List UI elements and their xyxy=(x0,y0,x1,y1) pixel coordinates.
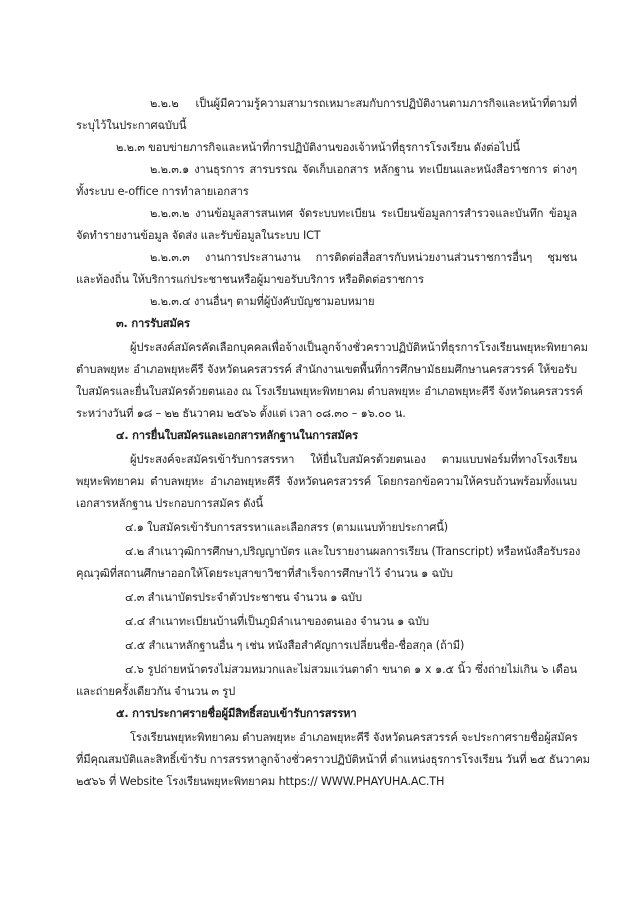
text-line: เอกสารหลักฐาน ประกอบการสมัคร ดังนี้ xyxy=(76,497,264,510)
text-line: และถ่ายครั้งเดียวกัน จำนวน ๓ รูป xyxy=(76,685,236,698)
text-line: ตำบลพยุหะ อำเภอพยุหะคีรี จังหวัดนครสวรรค์ สำนักงานเขตพื้นที่การศึกษามัธยมศึกษานครสวรรค์ ให้ขอรับ xyxy=(76,363,577,376)
text-line: ๔.๕ สำเนาหลักฐานอื่น ๆ เช่น หนังสือสำคัญการเปลี่ยนชื่อ-ชื่อสกุล (ถ้ามี) xyxy=(125,639,465,652)
text-line: ๔.๔ สำเนาทะเบียนบ้านที่เป็นภูมิลำเนาของตนเอง จำนวน ๑ ฉบับ xyxy=(125,615,429,628)
text-line: ๒๕๖๖ ที่ Website โรงเรียนพยุหะพิทยาคม https:// WWW.PHAYUHA.AC.TH xyxy=(76,775,445,788)
text-line: ทั้งระบบ e-office การทำลายเอกสาร xyxy=(76,185,249,198)
text-line: พยุหะพิทยาคม ตำบลพยุหะ อำเภอพยุหะคีรี จังหวัดนครสวรรค์ โดยกรอกข้อความให้ครบถ้วนพร้อมทั้งแนบ xyxy=(76,475,577,488)
section-heading: ๕. การประกาศรายชื่อผู้มีสิทธิ์สอบเข้ารับการสรรหา xyxy=(116,707,357,720)
text-line: ระหว่างวันที่ ๑๘ – ๒๒ ธันวาคม ๒๕๖๖ ตั้งแต่ เวลา ๐๘.๓๐ – ๑๖.๐๐ น. xyxy=(76,407,406,420)
text-line: ๒.๒.๓.๒ งานข้อมูลสารสนเทศ จัดระบบทะเบียน ระเบียนข้อมูลการสำรวจและบันทึก ข้อมูล xyxy=(150,207,577,220)
section-heading: ๓. การรับสมัคร xyxy=(116,317,190,330)
text-line: ที่มีคุณสมบัติและสิทธิ์เข้ารับ การสรรหาลูกจ้างชั่วคราวปฏิบัติหน้าที่ ตำแหน่งธุรการโรงเรียน วันที่ ๒๕ ธันวาคม xyxy=(76,753,590,766)
text-line: ๔.๖ รูปถ่ายหน้าตรงไม่สวมหมวกและไม่สวมแว่นตาดำ ขนาด ๑ x ๑.๕ นิ้ว ซึ่งถ่ายไม่เกิน ๖ เดือน xyxy=(125,663,577,676)
text-line: คุณวุฒิที่สถานศึกษาออกให้โดยระบุสาขาวิชาที่สำเร็จการศึกษาไว้ จำนวน ๑ ฉบับ xyxy=(76,567,453,580)
text-line: ๔.๓ สำเนาบัตรประจำตัวประชาชน จำนวน ๑ ฉบับ xyxy=(125,591,362,604)
text-line: ๒.๒.๓.๑ งานธุรการ สารบรรณ จัดเก็บเอกสาร หลักฐาน ทะเบียนและหนังสือราชการ ต่างๆ xyxy=(150,163,577,176)
text-line: ระบุไว้ในประกาศฉบับนี้ xyxy=(76,119,187,132)
text-line: ผู้ประสงค์จะสมัครเข้ารับการสรรหา ให้ยื่นใบสมัครด้วยตนเอง ตามแบบฟอร์มที่ทางโรงเรียน xyxy=(130,453,577,466)
text-line: ๔.๒ สำเนาวุฒิการศึกษา,ปริญญาบัตร และใบรายงานผลการเรียน (Transcript) หรือหนังสือรับรอง xyxy=(125,545,581,558)
text-line: ๒.๒.๓.๓ งานการประสานงาน การติดต่อสื่อสารกับหน่วยงานส่วนราชการอื่นๆ ชุมชน xyxy=(150,251,577,264)
text-line: ๒.๒.๒ เป็นผู้มีความรู้ความสามารถเหมาะสมกับการปฏิบัติงานตามภารกิจและหน้าที่ตามที่ xyxy=(150,97,577,110)
text-line: ๒.๒.๓.๔ งานอื่นๆ ตามที่ผู้บังคับบัญชามอบหมาย xyxy=(150,295,375,308)
text-line: โรงเรียนพยุหะพิทยาคม ตำบลพยุหะ อำเภอพยุหะคีรี จังหวัดนครสวรรค์ จะประกาศรายชื่อผู้สมัคร xyxy=(130,731,578,744)
text-line: ผู้ประสงค์สมัครคัดเลือกบุคคลเพื่อจ้างเป็นลูกจ้างชั่วคราวปฏิบัติหน้าที่ธุรการโรงเรียนพยุหะพิทยาคม xyxy=(130,341,588,354)
text-line: ๔.๑ ใบสมัครเข้ารับการสรรหาและเลือกสรร (ตามแนบท้ายประกาศนี้) xyxy=(125,521,448,534)
section-heading: ๔. การยื่นใบสมัครและเอกสารหลักฐานในการสมัคร xyxy=(116,429,358,442)
text-line: จัดทำรายงานข้อมูล จัดส่ง และรับข้อมูลในระบบ ICT xyxy=(76,229,321,242)
text-line: ใบสมัครและยื่นใบสมัครด้วยตนเอง ณ โรงเรียนพยุหะพิทยาคม ตำบลพยุหะ อำเภอพยุหะคีรี จังหวัดนครสวรรค์ xyxy=(76,385,583,398)
text-line: ๒.๒.๓ ขอบข่ายภารกิจและหน้าที่การปฏิบัติงานของเจ้าหน้าที่ธุรการโรงเรียน ดังต่อไปนี้ xyxy=(116,141,520,154)
text-line: และท้องถิ่น ให้บริการแก่ประชาชนหรือผู้มาขอรับบริการ หรือติดต่อราชการ xyxy=(76,273,424,286)
